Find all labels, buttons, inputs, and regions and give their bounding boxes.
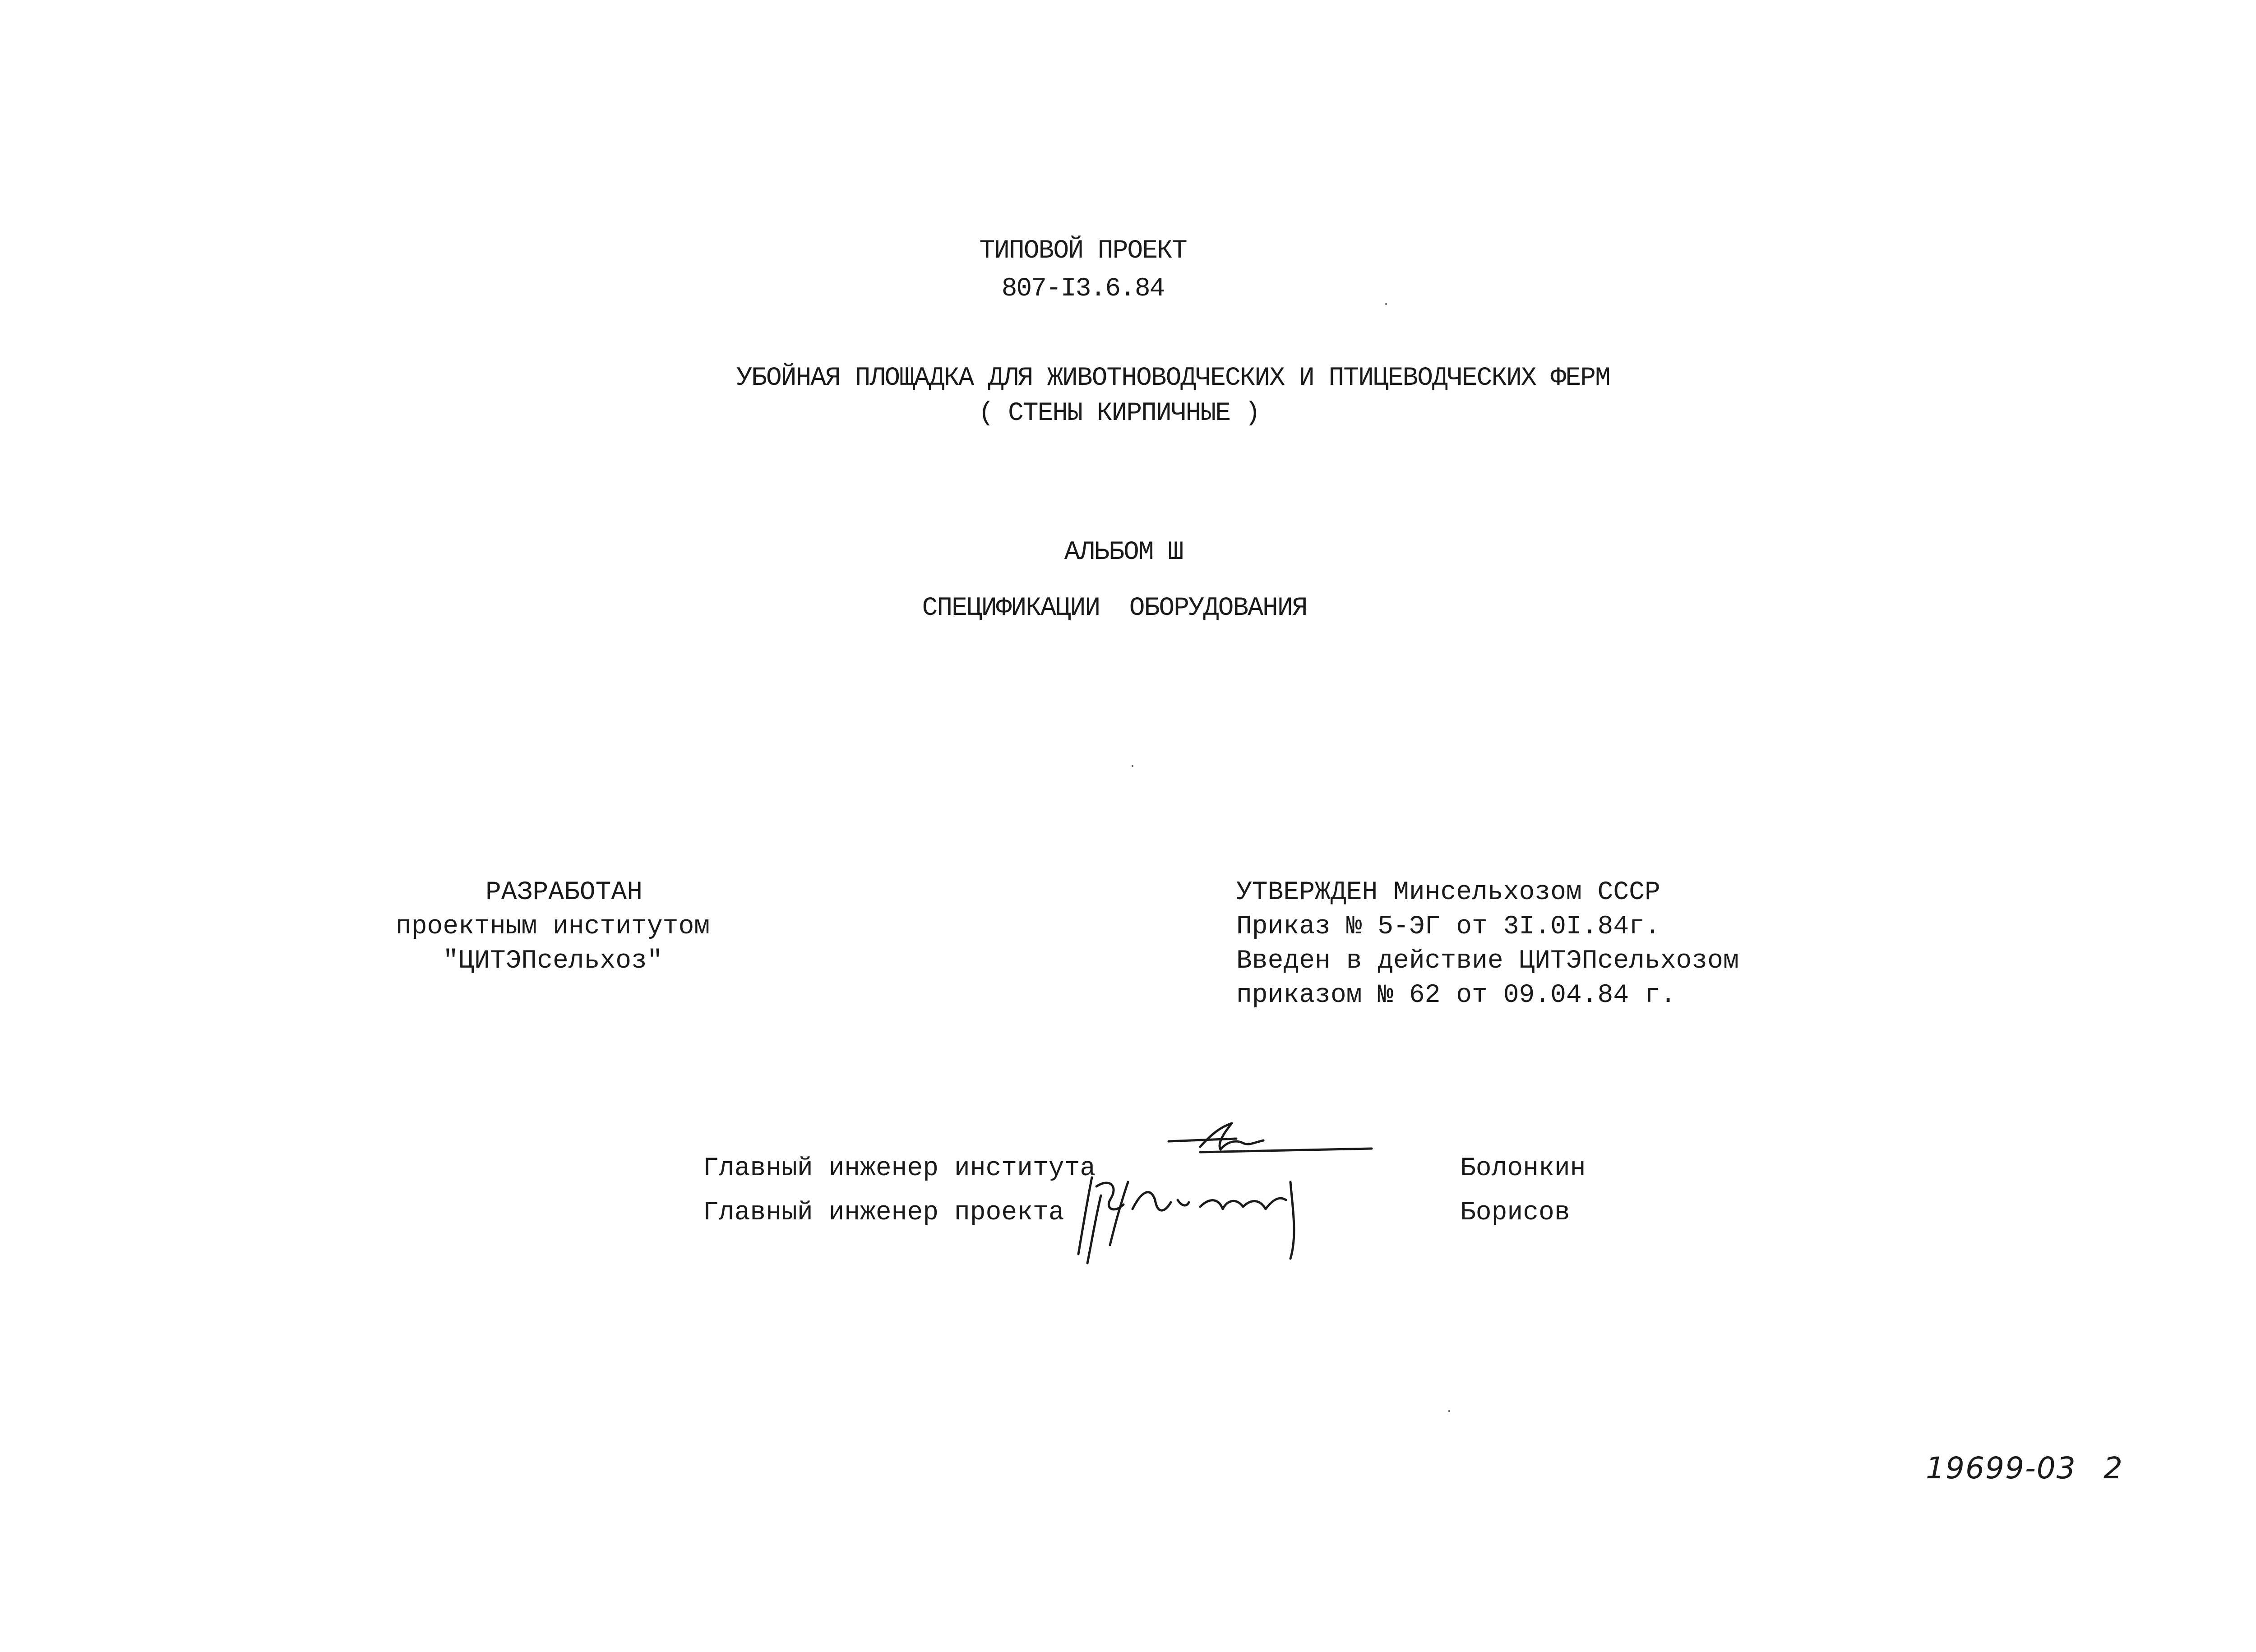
chief-engineer-institute-role: Главный инженер института	[703, 1154, 1096, 1183]
approval-order: Приказ № 5-ЭГ от 3I.0I.84г.	[1236, 912, 1660, 941]
chief-engineer-project-name: Борисов	[1460, 1198, 1570, 1227]
inventory-number: 19699-03	[1926, 1451, 2076, 1486]
album-label: АЛЬБОМ Ш	[1064, 538, 1183, 567]
project-number: 807-I3.6.84	[1001, 274, 1165, 304]
developed-heading: РАЗРАБОТАН	[485, 878, 643, 907]
scan-speck	[1385, 303, 1387, 305]
scan-speck	[1132, 765, 1133, 767]
handwritten-signatures	[1065, 1110, 1390, 1281]
doc-type: ТИПОВОЙ ПРОЕКТ	[979, 236, 1187, 266]
developed-institute: проектным институтом	[395, 912, 710, 941]
scan-speck	[1448, 1410, 1450, 1412]
page-number: 2	[2103, 1451, 2123, 1486]
chief-engineer-institute-name: Болонкин	[1460, 1154, 1586, 1183]
chief-engineer-project-role: Главный инженер проекта	[703, 1198, 1064, 1227]
enactment-order: приказом № 62 от 09.04.84 г.	[1236, 981, 1676, 1010]
document-subtitle: ( СТЕНЫ КИРПИЧНЫЕ )	[978, 399, 1260, 428]
album-subject: СПЕЦИФИКАЦИИ ОБОРУДОВАНИЯ	[922, 594, 1307, 623]
developed-institute-name: "ЦИТЭПсельхоз"	[443, 946, 663, 976]
enacted-by: Введен в действие ЦИТЭПсельхозом	[1236, 946, 1739, 976]
document-title: УБОЙНАЯ ПЛОЩАДКА ДЛЯ ЖИВОТНОВОДЧЕСКИХ И ПТИЦЕВОДЧЕСКИХ ФЕРМ	[736, 364, 1610, 393]
approved-by: УТВЕРЖДЕН Минсельхозом СССР	[1236, 878, 1660, 907]
